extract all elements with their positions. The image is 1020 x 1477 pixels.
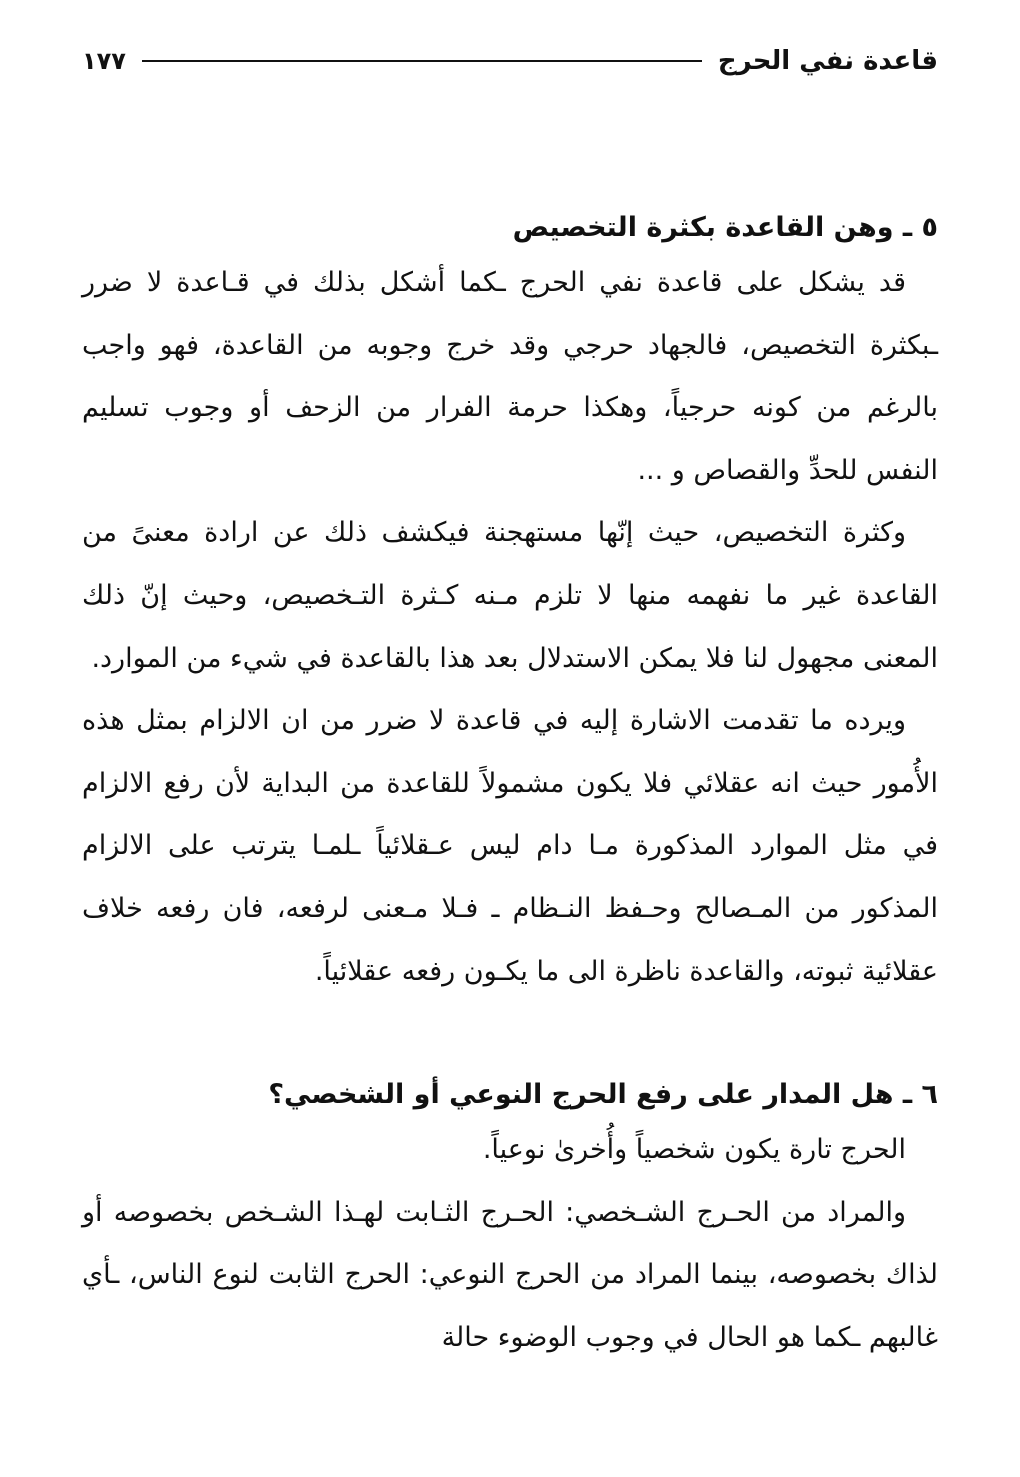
section-5-heading: ٥ ـ وهن القاعدة بكثرة التخصيص — [512, 212, 938, 243]
paragraph-text: ويرده ما تقدمت الاشارة إليه في قاعدة لا ضرر من ان الالزام بمثل هذه الأُمور حيث انه عقلائي فلا يكون مشمولاً للقاعدة من البداية لأن رفع الالزام في مثل الموارد المذكورة مـا دام ليس عـقلائياً ـلمـا يترتب على الالزام المذكور من المـصالح وحـفظ النـظام ـ فـلا مـعنى لرفعه، فان رفعه خلاف عقلائية ثبوته، والقاعدة ناظرة الى ما يكـون رفعه عقلائياً. — [82, 705, 938, 987]
section-5-paragraph-3 — [82, 690, 938, 1003]
section-gap — [82, 1003, 938, 1071]
page-number: ١٧٧ — [82, 47, 126, 75]
section-5-paragraph-2 — [82, 502, 938, 690]
header-rule — [142, 60, 702, 62]
section-5-paragraph-1 — [82, 252, 938, 502]
page-content — [82, 204, 938, 1370]
paragraph-text: وكثرة التخصيص، حيث إنّها مستهجنة فيكشف ذلك عن ارادة معنىً من القاعدة غير ما نفهمه منها لا تلزم مـنه كـثرة التـخصيص، وحيث إنّ ذلك المعنى مجهول لنا فلا يمكن الاستدلال بعد هذا بالقاعدة في شيء من الموارد. — [82, 517, 938, 674]
paragraph-text: قد يشكل على قاعدة نفي الحرج ـكما أشكل بذلك في قـاعدة لا ضرر ـبكثرة التخصيص، فالجهاد حرجي وقد خرج وجوبه من القاعدة، فهو واجب بالرغم من كونه حرجياً، وهكذا حرمة الفرار من الزحف أو وجوب تسليم النفس للحدِّ والقصاص و ... — [82, 267, 938, 486]
paragraph-text: والمراد من الحـرج الشـخصي: الحـرج الثـابت لهـذا الشـخص بخصوصه أو لذاك بخصوصه، بينما المراد من الحرج النوعي: الحرج الثابت لنوع الناس، ـأي غالبهم ـكما هو الحال في وجوب الوضوء حالة — [82, 1196, 938, 1353]
page-header — [82, 40, 938, 82]
section-6-paragraph-1 — [82, 1119, 938, 1182]
running-title: قاعدة نفي الحرج — [717, 46, 938, 76]
section-6-paragraph-2 — [82, 1182, 938, 1370]
section-6-heading: ٦ ـ هل المدار على رفع الحرج النوعي أو الشخصي؟ — [268, 1079, 938, 1111]
paragraph-text: الحرج تارة يكون شخصياً وأُخرىٰ نوعياً. — [482, 1134, 906, 1166]
